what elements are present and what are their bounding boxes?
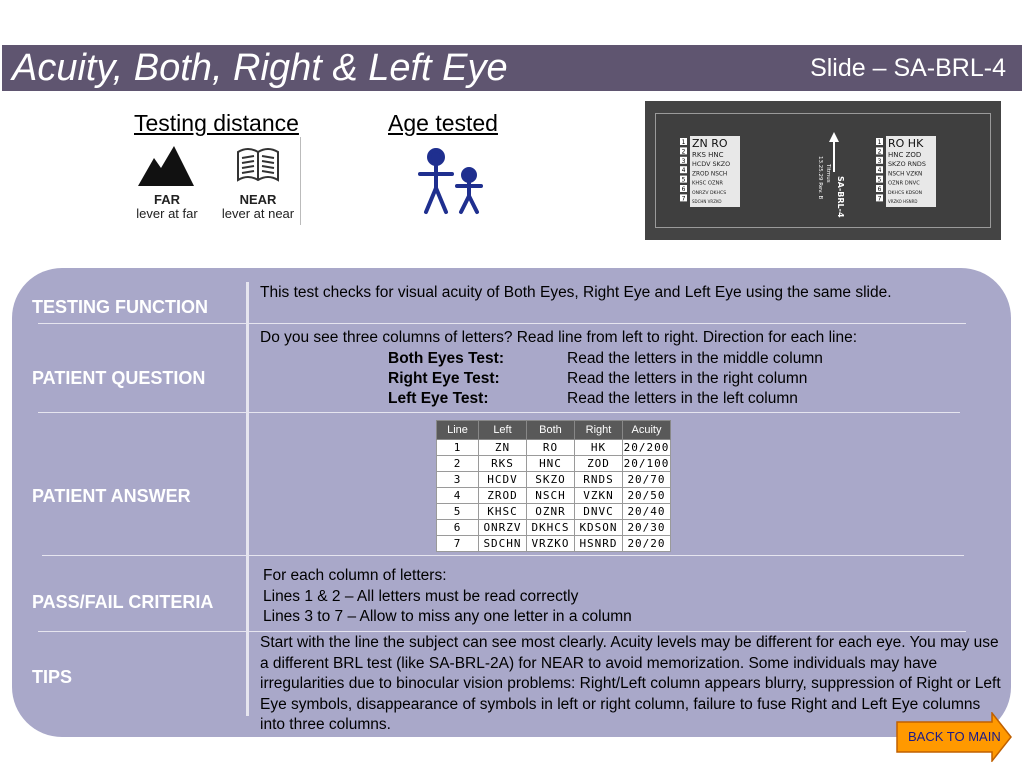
cell: HSNRD [575,536,623,552]
patient-answer-label: PATIENT ANSWER [32,486,191,506]
row-separator [38,412,960,413]
slide-row-letters: DKHCS KDSON [888,190,923,196]
cell: RNDS [575,472,623,488]
cell: 20/70 [623,472,671,488]
slide-line-number: 7 [877,195,882,203]
slide-line-number: 7 [681,195,686,203]
cell: ONRZV [479,520,527,536]
row-separator [42,555,964,556]
near-distance-indicator [218,142,298,221]
header-line: Line [437,421,479,440]
cell: 7 [437,536,479,552]
cell: 20/40 [623,504,671,520]
cell: VRZKO [527,536,575,552]
table-row [437,472,671,488]
table-row [437,440,671,456]
cell: KDSON [575,520,623,536]
slide-row-letters: HNC ZOD [888,151,922,159]
slide-center-sub2: 13.25.29 Rev. B [817,156,823,200]
near-sublabel: lever at near [221,206,295,221]
row-separator [38,631,966,632]
criteria-line: Lines 3 to 7 – Allow to miss any one letter in a column [263,608,632,625]
cell: SDCHN [479,536,527,552]
table-row [437,520,671,536]
cell: 3 [437,472,479,488]
slide-line-number: 5 [877,176,882,184]
header-left: Left [479,421,527,440]
cell: 4 [437,488,479,504]
slide-line-number: 2 [681,148,686,156]
table-row [437,456,671,472]
cell: SKZO [527,472,575,488]
arrow-head-icon [829,132,839,142]
slide-center-sub1: Titmus [825,164,831,183]
slide-line-number: 6 [681,186,686,193]
slide-row-letters: VRZKO HSNRD [888,199,918,204]
cell: 1 [437,440,479,456]
testing-function-label: TESTING FUNCTION [32,297,208,317]
slide-row-letters: HCDV SKZO [692,160,731,169]
far-sublabel: lever at far [136,206,198,221]
slide-center-label: SA-BRL-4 [836,176,845,218]
slide-row-letters: RKS HNC [692,151,724,159]
right-eye-direction [388,369,807,389]
slide-title: Acuity, Both, Right & Left Eye [12,47,508,89]
cell: HCDV [479,472,527,488]
cell: 20/100 [623,457,670,470]
left-eye-instruction: Read the letters in the left column [567,390,798,407]
cell: OZNR [527,504,575,520]
far-distance-indicator [136,142,198,221]
tips-text: Start with the line the subject can see most clearly. Acuity levels may be different for each eye. You may use a different BRL test (like SA-BRL-2A) for NEAR to avoid memorization. Some individuals may have irregularities due to binocular vision problems: Right/Left column appears blurry, suppression of Right or Left Eye symbols, disappearance of symbols in left or right column, failure to fuse Right and Left Eye columns into three columns. [260,634,1001,733]
slide-line-number: 1 [681,139,686,146]
slide-line-number: 6 [877,186,882,193]
cell: 20/20 [623,536,671,552]
adult-child-icon [416,148,488,216]
slide-line-number: 3 [681,157,686,165]
slide-id: Slide – SA-BRL-4 [810,54,1006,82]
slide-line-number: 1 [877,139,882,146]
cell: NSCH [527,488,575,504]
acuity-answer-table [436,420,671,552]
slide-row-letters: NSCH VZKN [888,171,923,178]
cell: ZN [479,440,527,456]
table-row [437,536,671,552]
cell: DKHCS [527,520,575,536]
slide-photo [645,101,1001,240]
table-row [437,504,671,520]
cell: ZOD [575,456,623,472]
title-bar [2,45,1022,91]
slide-line-number: 4 [681,167,686,175]
slide-line-number: 5 [681,176,686,184]
criteria-line: Lines 1 & 2 – All letters must be read correctly [263,587,579,605]
book-icon [218,142,298,188]
left-eye-direction [388,389,798,409]
slide-row-letters: OZNR DNVC [888,180,920,187]
cell: RKS [479,456,527,472]
header-both: Both [527,421,575,440]
cell: 20/50 [623,488,671,504]
testing-function-text: This test checks for visual acuity of Both Eyes, Right Eye and Left Eye using the same slide. [260,284,892,301]
tips-label: TIPS [32,667,73,687]
cell: VZKN [575,488,623,504]
row-separator [38,323,966,324]
patient-question-intro: Do you see three columns of letters? Read line from left to right. Direction for each line: [260,329,858,346]
table-row [437,488,671,504]
cell: KHSC [479,504,527,520]
cell: 20/200 [623,441,670,454]
slide-row-letters: ZROD NSCH [692,171,728,178]
column-divider [246,282,249,716]
cell: HNC [527,456,575,472]
slide-row-letters: SDCHN VRZKO [692,199,722,204]
cell: HK [575,440,623,456]
back-to-main-label[interactable]: BACK TO MAIN [908,729,1001,744]
cell: DNVC [575,504,623,520]
near-label: NEAR [239,192,277,207]
mountain-icon [136,142,196,188]
slide-line-number: 3 [877,157,882,165]
both-eyes-instruction: Read the letters in the middle column [567,350,823,367]
far-label: FAR [154,192,180,207]
slide-row-letters: KHSC OZNR [692,180,723,187]
cell: 2 [437,456,479,472]
pass-fail-label: PASS/FAIL CRITERIA [32,592,214,612]
header-right: Right [575,421,623,440]
both-eyes-direction [388,349,823,369]
cell: 20/30 [623,520,671,536]
left-eye-test-label: Left Eye Test: [388,390,489,407]
slide-chart-image [656,114,990,227]
cell: 5 [437,504,479,520]
pass-fail-criteria [263,566,632,628]
slide-row-letters: ONRZV DKHCS [692,190,727,196]
age-tested-heading: Age tested [388,110,498,136]
table-header-row [437,421,671,440]
cell: 6 [437,520,479,536]
slide-header-letters: ZN RO [692,137,728,150]
header-acuity: Acuity [623,421,671,440]
slide-line-number: 2 [877,148,882,156]
right-eye-test-label: Right Eye Test: [388,370,500,387]
testing-distance-heading: Testing distance [134,110,299,136]
slide-line-number: 4 [877,167,882,175]
slide-header-letters: RO HK [888,137,924,150]
both-eyes-test-label: Both Eyes Test: [388,350,504,367]
cell: ZROD [479,488,527,504]
divider [300,137,301,225]
patient-question-label: PATIENT QUESTION [32,368,206,388]
right-eye-instruction: Read the letters in the right column [567,370,808,387]
criteria-line: For each column of letters: [263,567,447,584]
cell: RO [527,440,575,456]
slide-row-letters: SKZO RNDS [888,160,926,169]
slide-card [655,113,991,228]
